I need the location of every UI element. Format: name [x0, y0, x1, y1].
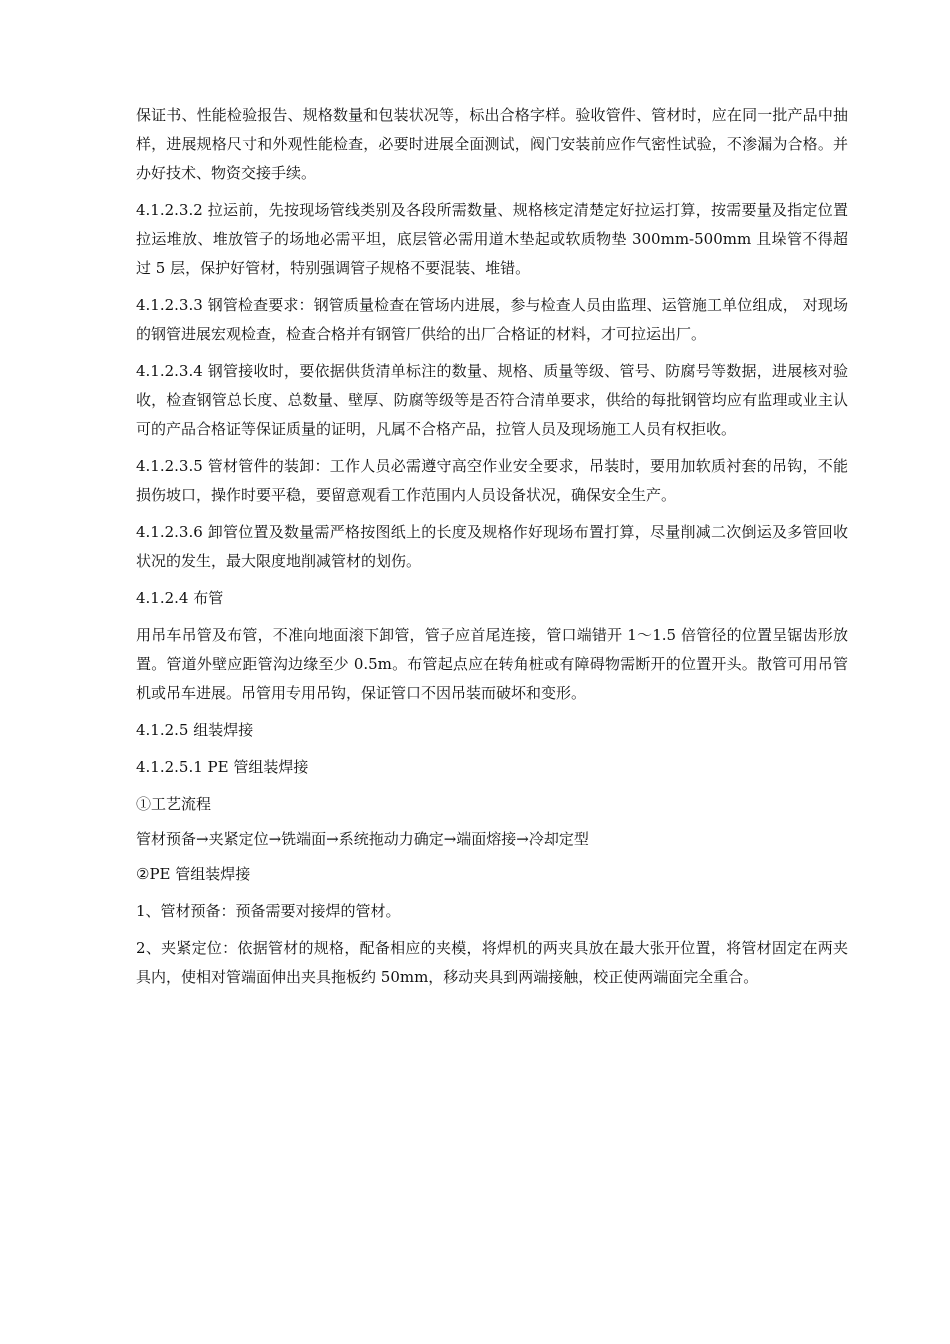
heading-4-1-2-4: 4.1.2.4 布管: [136, 589, 224, 607]
paragraph-4-1-2-3-2: 4.1.2.3.2 拉运前，先按现场管线类别及各段所需数量、规格核定清楚定好拉运打算，按需要量及指定位置拉运堆放、堆放管子的场地必需平坦，底层管必需用道木垫起或软质物垫 300mm-500mm 且垛管不得超过 5 层，保护好管材，特别强调管子规格不要混装、堆错。: [136, 201, 848, 277]
heading-4-1-2-5-1: 4.1.2.5.1 PE 管组装焊接: [136, 758, 309, 776]
document-page: [136, 101, 848, 1000]
paragraph-pipe-laying: 用吊车吊管及布管，不准向地面滚下卸管，管子应首尾连接，管口端错开 1～1.5 倍管径的位置呈锯齿形放置。管道外壁应距管沟边缘至少 0.5m。布管起点应在转角桩或有障碍物需断开的位置开头。散管可用吊管机或吊车进展。吊管用专用吊钩，保证管口不因吊装而破坏和变形。: [136, 626, 848, 702]
paragraph-acceptance-continued: 保证书、性能检验报告、规格数量和包装状况等，标出合格字样。验收管件、管材时，应在同一批产品中抽样，进展规格尺寸和外观性能检查，必要时进展全面测试，阀门安装前应作气密性试验，不渗漏为合格。并办好技术、物资交接手续。: [136, 106, 848, 182]
paragraph-4-1-2-3-3: 4.1.2.3.3 钢管检查要求：钢管质量检查在管场内进展，参与检查人员由监理、运管施工单位组成， 对现场的钢管进展宏观检查，检查合格并有钢管厂供给的出厂合格证的材料，才可拉运出厂。: [136, 296, 848, 343]
paragraph-step-1: 1、管材预备：预备需要对接焊的管材。: [136, 902, 401, 920]
paragraph-step-2: 2、夹紧定位：依据管材的规格，配备相应的夹模，将焊机的两夹具放在最大张开位置，将管材固定在两夹具内，使相对管端面伸出夹具拖板约 50mm，移动夹具到两端接触，校正使两端面完全重合。: [136, 939, 848, 986]
paragraph-4-1-2-3-6: 4.1.2.3.6 卸管位置及数量需严格按图纸上的长度及规格作好现场布置打算，尽量削减二次倒运及多管回收状况的发生，最大限度地削减管材的划伤。: [136, 523, 848, 570]
heading-pe-welding: ②PE 管组装焊接: [136, 865, 251, 883]
paragraph-process-flow: 管材预备→夹紧定位→铣端面→系统拖动力确定→端面熔接→冷却定型: [136, 830, 589, 848]
paragraph-4-1-2-3-5: 4.1.2.3.5 管材管件的装卸：工作人员必需遵守高空作业安全要求，吊装时，要用加软质衬套的吊钩，不能损伤坡口，操作时要平稳，要留意观看工作范围内人员设备状况，确保安全生产。: [136, 457, 848, 504]
heading-process-flow: ①工艺流程: [136, 795, 212, 813]
heading-4-1-2-5: 4.1.2.5 组装焊接: [136, 721, 254, 739]
paragraph-4-1-2-3-4: 4.1.2.3.4 钢管接收时，要依据供货清单标注的数量、规格、质量等级、管号、防腐号等数据，进展核对验收，检查钢管总长度、总数量、壁厚、防腐等级等是否符合清单要求，供给的每批钢管均应有监理或业主认可的产品合格证等保证质量的证明，凡属不合格产品，拉管人员及现场施工人员有权拒收。: [136, 362, 848, 438]
